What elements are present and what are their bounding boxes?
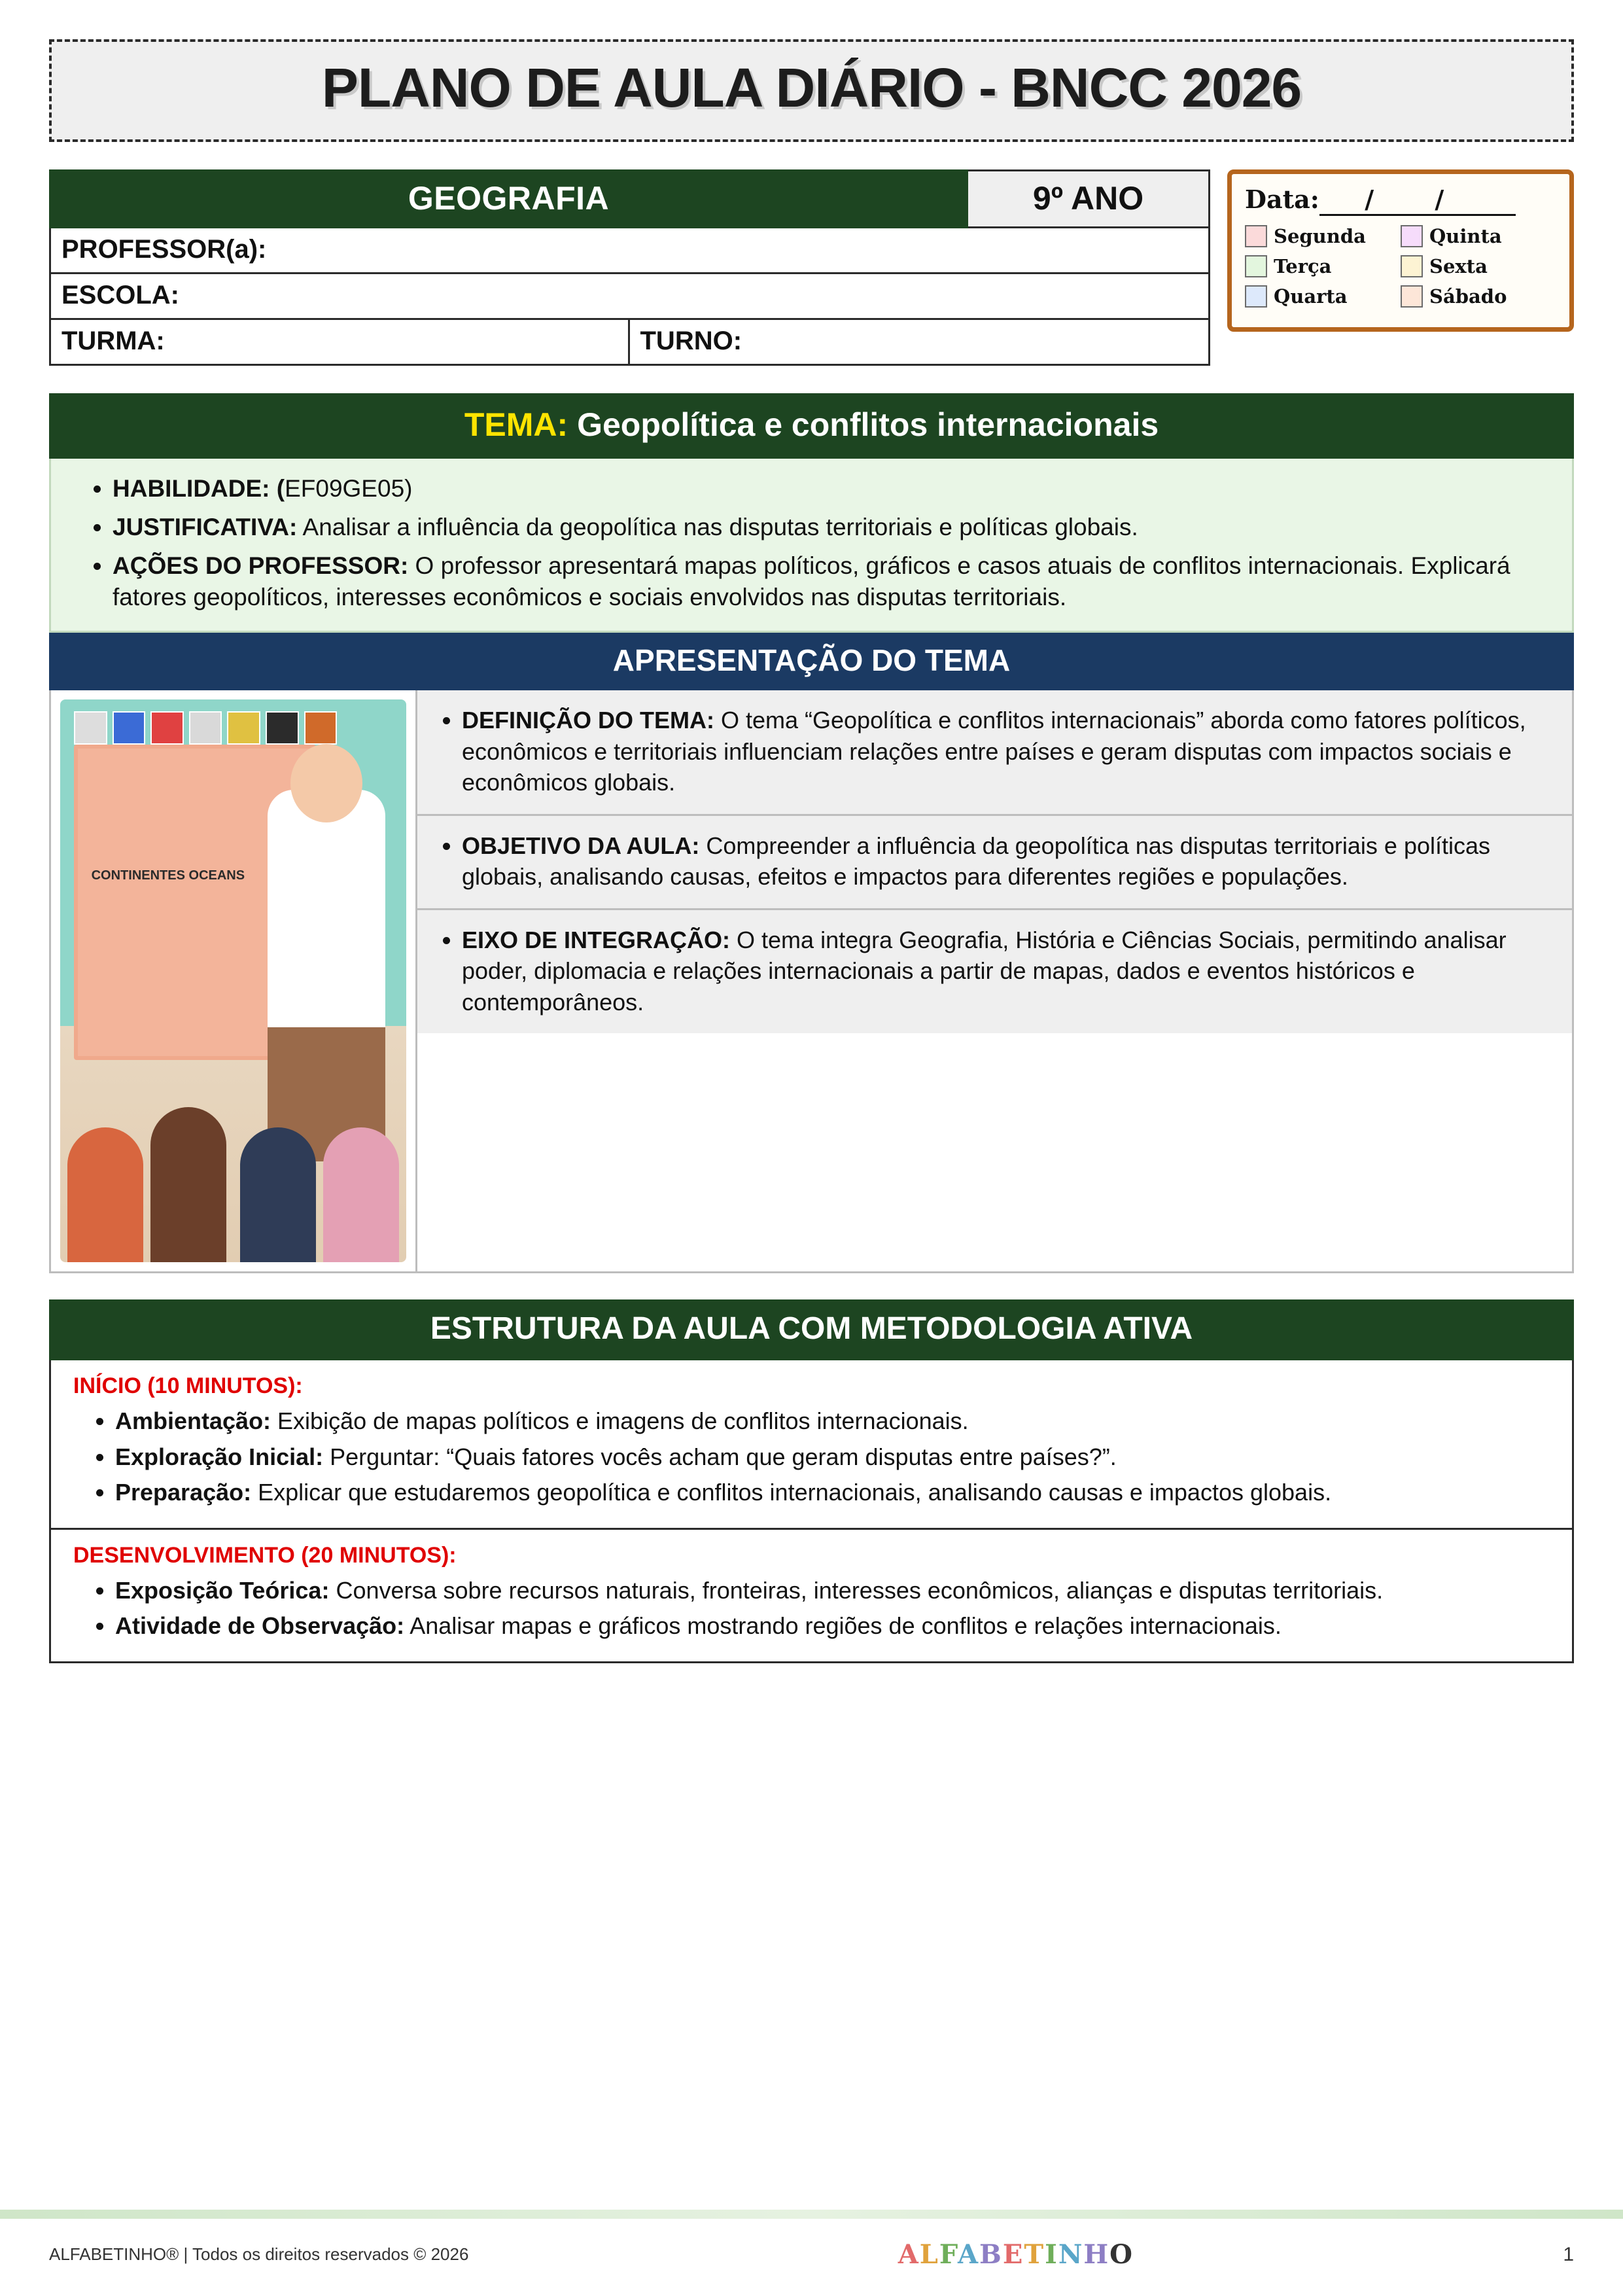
turno-field-label: TURNO:	[640, 327, 742, 355]
list-item	[115, 1477, 1550, 1508]
weekday-item-sabado[interactable]	[1401, 285, 1556, 308]
weekday-label: Terça	[1274, 255, 1332, 277]
classroom-illustration	[60, 699, 406, 1262]
habilidade-text: EF09GE05)	[285, 475, 413, 502]
map-caption: CONTINENTES OCEANS	[91, 868, 245, 883]
eixo-item	[417, 910, 1572, 1034]
list-item	[115, 1405, 1550, 1437]
ambientacao-label: Ambientação:	[115, 1407, 271, 1435]
list-item	[113, 512, 1546, 544]
list-item	[462, 705, 1548, 798]
weekday-item-terca[interactable]	[1245, 255, 1401, 277]
observacao-label: Atividade de Observação:	[115, 1612, 405, 1640]
footer-copyright: ALFABETINHO® | Todos os direitos reservados © 2026	[49, 2244, 469, 2264]
date-box[interactable]	[1227, 169, 1574, 332]
list-item	[115, 1441, 1550, 1473]
acoes-label: AÇÕES DO PROFESSOR:	[113, 552, 409, 579]
grade-label: 9º ANO	[968, 169, 1210, 228]
escola-row[interactable]	[49, 274, 1210, 320]
ambientacao-text: Exibição de mapas políticos e imagens de conflitos internacionais.	[271, 1407, 969, 1435]
preparacao-text: Explicar que estudaremos geopolítica e conflitos internacionais, analisando causas e impactos globais.	[251, 1478, 1332, 1506]
tema-tag: TEMA:	[464, 406, 568, 443]
weekday-label: Sábado	[1429, 285, 1507, 308]
professor-row[interactable]	[49, 228, 1210, 274]
justificativa-label: JUSTIFICATIVA:	[113, 513, 298, 540]
estrutura-body	[49, 1360, 1574, 1663]
flags-decoration	[74, 711, 337, 745]
identification-section	[49, 169, 1574, 366]
date-blank[interactable]: / /	[1319, 185, 1516, 216]
weekday-label: Segunda	[1274, 225, 1366, 247]
apresentacao-items	[417, 690, 1572, 1271]
turma-turno-row[interactable]	[49, 320, 1210, 366]
weekday-item-sexta[interactable]	[1401, 255, 1556, 277]
estrutura-header: ESTRUTURA DA AULA COM METODOLOGIA ATIVA	[49, 1299, 1574, 1360]
page-title: PLANO DE AULA DIÁRIO - BNCC 2026	[321, 57, 1302, 118]
page-footer	[49, 2239, 1574, 2270]
acoes-text: O professor apresentará mapas políticos, gráficos e casos atuais de conflitos internacionais. Explicará fatores geopolíticos, interesses econômicos e sociais envolvidos nas disputas territoriais.	[113, 552, 1510, 611]
document-title-box	[49, 39, 1574, 142]
tema-text: Geopolítica e conflitos internacionais	[577, 406, 1159, 443]
list-item	[462, 830, 1548, 892]
footer-brand-logo: ALFABETINHO	[898, 2239, 1134, 2270]
list-item	[113, 473, 1546, 505]
observacao-text: Analisar mapas e gráficos mostrando regiões de conflitos e relações internacionais.	[404, 1612, 1282, 1640]
weekday-label: Quarta	[1274, 285, 1348, 308]
students-figures	[60, 1093, 406, 1262]
date-line	[1245, 185, 1556, 216]
tema-panel	[49, 459, 1574, 633]
exposicao-label: Exposição Teórica:	[115, 1577, 330, 1604]
inicio-title: INÍCIO (10 MINUTOS):	[73, 1373, 303, 1399]
weekday-item-quarta[interactable]	[1245, 285, 1401, 308]
list-item	[115, 1575, 1550, 1606]
objetivo-text: Compreender a influência da geopolítica nas disputas territoriais e políticas globais, analisando causas, efeitos e impactos para diferentes regiões e populações.	[462, 832, 1491, 891]
eixo-text: O tema integra Geografia, História e Ciências Sociais, permitindo analisar poder, diplomacia e relações internacionais a partir de mapas, dados e eventos históricos e contemporâneos.	[462, 926, 1507, 1016]
classroom-illustration-container	[51, 690, 417, 1271]
exposicao-text: Conversa sobre recursos naturais, fronteiras, interesses econômicos, alianças e disputas territoriais.	[329, 1577, 1384, 1604]
objetivo-item	[417, 816, 1572, 910]
checkbox-icon[interactable]	[1401, 285, 1423, 308]
subject-label: GEOGRAFIA	[49, 169, 968, 228]
estrutura-block-desenvolvimento	[51, 1528, 1572, 1661]
weekday-item-quinta[interactable]	[1401, 225, 1556, 247]
habilidade-label: HABILIDADE: (	[113, 475, 285, 502]
tema-list	[77, 473, 1546, 614]
turma-field-label: TURMA:	[51, 320, 630, 364]
list-item	[113, 550, 1546, 614]
list-item	[462, 925, 1548, 1018]
checkbox-icon[interactable]	[1245, 225, 1267, 247]
objetivo-label: OBJETIVO DA AULA:	[462, 832, 700, 859]
tema-header	[49, 393, 1574, 459]
escola-field-label: ESCOLA:	[61, 281, 179, 309]
eixo-label: EIXO DE INTEGRAÇÃO:	[462, 926, 731, 953]
weekday-label: Quinta	[1429, 225, 1502, 247]
weekday-item-segunda[interactable]	[1245, 225, 1401, 247]
apresentacao-section	[49, 690, 1574, 1273]
subject-grade-row	[49, 169, 1210, 228]
checkbox-icon[interactable]	[1245, 255, 1267, 277]
definicao-text: O tema “Geopolítica e conflitos internacionais” aborda como fatores políticos, econômicos e territoriais influenciam relações entre países e geram disputas com impactos sociais e econômicos globais.	[462, 707, 1526, 796]
checkbox-icon[interactable]	[1401, 225, 1423, 247]
preparacao-label: Preparação:	[115, 1478, 252, 1506]
date-label: Data:	[1245, 185, 1319, 214]
definicao-label: DEFINIÇÃO DO TEMA:	[462, 707, 714, 734]
professor-field-label: PROFESSOR(a):	[61, 235, 267, 264]
list-item	[115, 1610, 1550, 1642]
desenvolvimento-title: DESENVOLVIMENTO (20 MINUTOS):	[73, 1543, 457, 1568]
apresentacao-header: APRESENTAÇÃO DO TEMA	[49, 633, 1574, 690]
identification-fields	[49, 169, 1210, 366]
exploracao-label: Exploração Inicial:	[115, 1443, 324, 1470]
checkbox-icon[interactable]	[1401, 255, 1423, 277]
definicao-item	[417, 690, 1572, 816]
page-number: 1	[1563, 2243, 1574, 2265]
weekday-checkbox-grid	[1245, 225, 1556, 315]
checkbox-icon[interactable]	[1245, 285, 1267, 308]
estrutura-block-inicio	[51, 1360, 1572, 1528]
footer-divider	[0, 2210, 1623, 2219]
exploracao-text: Perguntar: “Quais fatores vocês acham que geram disputas entre países?”.	[323, 1443, 1117, 1470]
weekday-label: Sexta	[1429, 255, 1488, 277]
justificativa-text: Analisar a influência da geopolítica nas disputas territoriais e políticas globais.	[297, 513, 1138, 540]
